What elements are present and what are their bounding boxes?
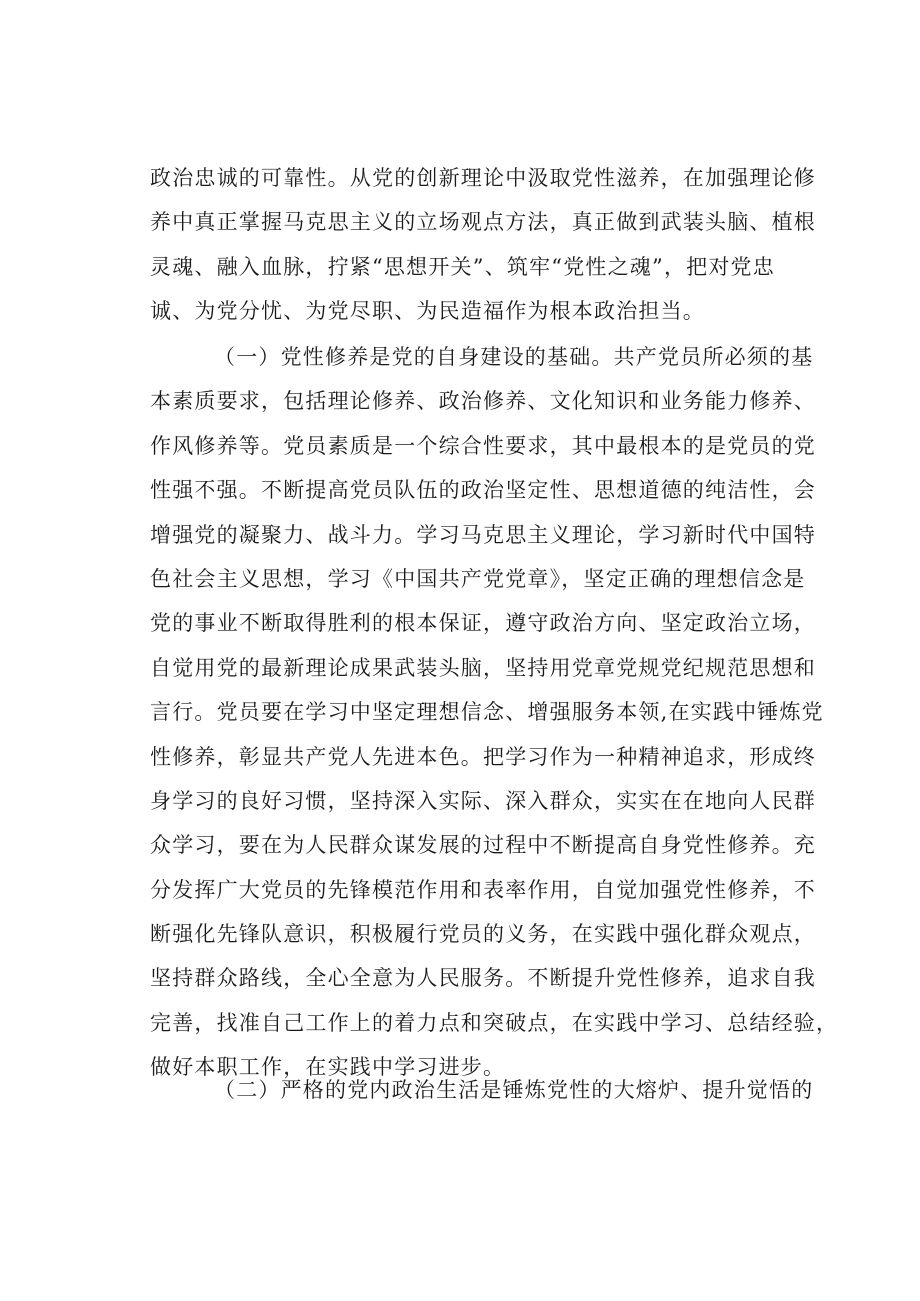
text-line: 身学习的良好习惯，坚持深入实际、深入群众，实实在在地向人民群 bbox=[150, 788, 816, 813]
text-line: 坚持群众路线，全心全意为人民服务。不断提升党性修养，追求自我 bbox=[150, 966, 816, 991]
paragraph-section-one bbox=[150, 335, 839, 1090]
text-line: （二）严格的党内政治生活是锤炼党性的大熔炉、提升觉悟的 bbox=[214, 1078, 814, 1102]
paragraph-section-two bbox=[150, 1068, 830, 1112]
text-line: 断强化先锋队意识，积极履行党员的义务，在实践中强化群众观点， bbox=[150, 922, 816, 947]
paragraph-continuation bbox=[150, 156, 830, 334]
text-line: 党的事业不断取得胜利的根本保证，遵守政治方向、坚定政治立场， bbox=[150, 611, 816, 636]
text-line: 色社会主义思想，学习《中国共产党党章》，坚定正确的理想信念是 bbox=[150, 566, 806, 591]
text-line: 本素质要求，包括理论修养、政治修养、文化知识和业务能力修养、 bbox=[150, 389, 816, 414]
text-line: 性修养，彰显共产党人先进本色。把学习作为一种精神追求，形成终 bbox=[150, 744, 816, 769]
text-line: 完善，找准自己工作上的着力点和突破点，在实践中学习、总结经验， bbox=[150, 1010, 839, 1035]
text-line: 性强不强。不断提高党员队伍的政治坚定性、思想道德的纯洁性，会 bbox=[150, 478, 816, 503]
text-line: 分发挥广大党员的先锋模范作用和表率作用，自觉加强党性修养，不 bbox=[150, 877, 816, 902]
text-line: 政治忠诚的可靠性。从党的创新理论中汲取党性滋养，在加强理论修 bbox=[150, 166, 816, 190]
text-line: 增强党的凝聚力、战斗力。学习马克思主义理论，学习新时代中国特 bbox=[150, 522, 816, 547]
text-line: 言行。党员要在学习中坚定理想信念、增强服务本领,在实践中锤炼党 bbox=[150, 700, 824, 725]
text-line: 作风修养等。党员素质是一个综合性要求，其中最根本的是党员的党 bbox=[150, 433, 816, 458]
text-line: 灵魂、融入血脉，拧紧“思想开关”、筑牢“党性之魂”，把对党忠 bbox=[150, 254, 775, 279]
text-line: （一）党性修养是党的自身建设的基础。共产党员所必须的基 bbox=[214, 345, 814, 369]
text-line: 做好本职工作，在实践中学习进步。 bbox=[150, 1055, 506, 1080]
text-line: 众学习，要在为人民群众谋发展的过程中不断提高自身党性修养。充 bbox=[150, 833, 816, 858]
text-line: 养中真正掌握马克思主义的立场观点方法，真正做到武装头脑、植根 bbox=[150, 210, 816, 235]
text-line: 诚、为党分忧、为党尽职、为民造福作为根本政治担当。 bbox=[150, 299, 705, 324]
text-line: 自觉用党的最新理论成果武装头脑，坚持用党章党规党纪规范思想和 bbox=[150, 655, 816, 680]
